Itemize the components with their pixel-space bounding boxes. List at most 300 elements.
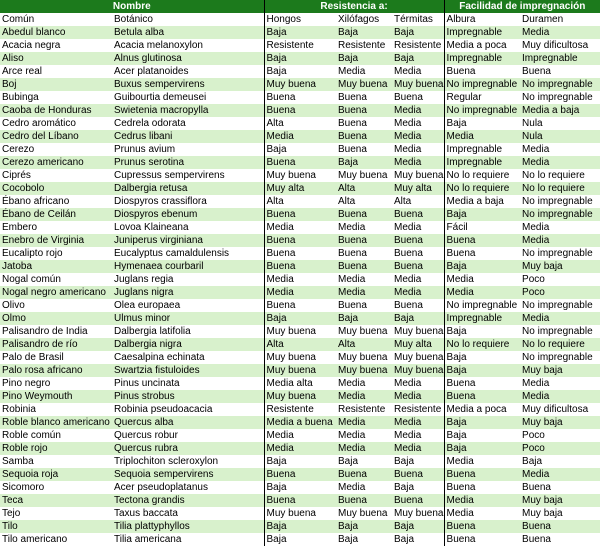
cell-albura: No impregnable <box>444 78 520 91</box>
cell-botanico: Eucalyptus camaldulensis <box>112 247 264 260</box>
cell-duramen: Poco <box>520 286 600 299</box>
cell-comun: Samba <box>0 455 112 468</box>
col-header-botanico: Botánico <box>112 13 264 26</box>
cell-botanico: Taxus baccata <box>112 507 264 520</box>
cell-xilofagos: Buena <box>336 104 392 117</box>
cell-albura: Media <box>444 130 520 143</box>
cell-albura: Impregnable <box>444 26 520 39</box>
cell-albura: Impregnable <box>444 156 520 169</box>
cell-hongos: Media <box>264 130 336 143</box>
table-row <box>0 156 600 169</box>
cell-termitas: Resistente <box>392 39 444 52</box>
cell-comun: Sequoia roja <box>0 468 112 481</box>
cell-botanico: Juglans nigra <box>112 286 264 299</box>
table-row <box>0 351 600 364</box>
cell-xilofagos: Buena <box>336 117 392 130</box>
cell-xilofagos: Media <box>336 286 392 299</box>
cell-termitas: Media <box>392 416 444 429</box>
cell-botanico: Sequoia sempervirens <box>112 468 264 481</box>
col-header-comun: Común <box>0 13 112 26</box>
cell-comun: Tejo <box>0 507 112 520</box>
cell-hongos: Baja <box>264 533 336 546</box>
cell-albura: Buena <box>444 65 520 78</box>
cell-comun: Arce real <box>0 65 112 78</box>
cell-albura: Regular <box>444 91 520 104</box>
cell-hongos: Muy buena <box>264 390 336 403</box>
cell-botanico: Lovoa Klaineana <box>112 221 264 234</box>
cell-albura: No lo requiere <box>444 338 520 351</box>
cell-termitas: Media <box>392 442 444 455</box>
cell-hongos: Media <box>264 429 336 442</box>
cell-comun: Cedro del Líbano <box>0 130 112 143</box>
cell-duramen: Media <box>520 156 600 169</box>
cell-albura: No impregnable <box>444 299 520 312</box>
cell-duramen: Buena <box>520 533 600 546</box>
cell-termitas: Muy alta <box>392 338 444 351</box>
cell-comun: Palo rosa africano <box>0 364 112 377</box>
cell-xilofagos: Buena <box>336 91 392 104</box>
cell-xilofagos: Muy buena <box>336 351 392 364</box>
cell-termitas: Muy buena <box>394 508 444 519</box>
cell-xilofagos: Baja <box>336 533 392 546</box>
cell-comun: Tilo <box>0 520 112 533</box>
cell-albura: Baja <box>444 117 520 130</box>
cell-comun: Nogal negro americano <box>0 286 112 299</box>
col-header-hongos: Hongos <box>264 13 336 26</box>
cell-comun: Ciprés <box>0 169 112 182</box>
cell-duramen: Muy dificultosa <box>520 403 600 416</box>
cell-albura: Baja <box>444 260 520 273</box>
cell-duramen: No lo requiere <box>520 182 600 195</box>
cell-xilofagos: Baja <box>336 455 392 468</box>
cell-albura: Baja <box>444 416 520 429</box>
cell-duramen: Impregnable <box>520 52 600 65</box>
cell-botanico: Guibourtia demeusei <box>112 91 264 104</box>
cell-xilofagos: Media <box>336 377 392 390</box>
cell-botanico: Olea europaea <box>112 299 264 312</box>
cell-comun: Enebro de Virginia <box>0 234 112 247</box>
cell-comun: Bubinga <box>0 91 112 104</box>
cell-botanico: Alnus glutinosa <box>112 52 264 65</box>
cell-botanico: Robinia pseudoacacia <box>112 403 264 416</box>
cell-termitas: Media <box>392 286 444 299</box>
cell-termitas: Muy buena <box>394 326 444 337</box>
table-row <box>0 260 600 273</box>
cell-duramen: Baja <box>520 455 600 468</box>
cell-albura: Buena <box>444 234 520 247</box>
header-resistencia: Resistencia a: <box>264 0 444 13</box>
cell-comun: Abedul blanco <box>0 26 112 39</box>
cell-hongos: Muy buena <box>264 169 336 182</box>
table-row <box>0 299 600 312</box>
cell-xilofagos: Media <box>336 221 392 234</box>
cell-albura: No lo requiere <box>444 182 520 195</box>
cell-xilofagos: Media <box>336 65 392 78</box>
cell-termitas: Media <box>392 143 444 156</box>
header-nombre: Nombre <box>0 0 264 13</box>
cell-hongos: Resistente <box>264 39 336 52</box>
cell-xilofagos: Buena <box>336 130 392 143</box>
cell-duramen: No impregnable <box>520 299 600 312</box>
table-row <box>0 455 600 468</box>
cell-hongos: Media <box>264 442 336 455</box>
cell-xilofagos: Media <box>336 390 392 403</box>
cell-hongos: Media <box>264 221 336 234</box>
cell-albura: Buena <box>444 377 520 390</box>
table-row <box>0 52 600 65</box>
cell-termitas: Media <box>392 156 444 169</box>
cell-botanico: Acer pseudoplatanus <box>112 481 264 494</box>
cell-botanico: Prunus avium <box>112 143 264 156</box>
table-row <box>0 65 600 78</box>
cell-botanico: Caesalpina echinata <box>112 351 264 364</box>
cell-botanico: Quercus alba <box>112 416 264 429</box>
table-row <box>0 91 600 104</box>
cell-duramen: No lo requiere <box>520 169 600 182</box>
cell-hongos: Media <box>264 286 336 299</box>
cell-termitas: Media <box>392 104 444 117</box>
table-row <box>0 208 600 221</box>
cell-xilofagos: Buena <box>336 299 392 312</box>
cell-duramen: Muy baja <box>520 494 600 507</box>
cell-comun: Pino negro <box>0 377 112 390</box>
cell-xilofagos: Muy buena <box>336 78 392 91</box>
table-row <box>0 533 600 546</box>
cell-botanico: Prunus serotina <box>112 156 264 169</box>
cell-xilofagos: Baja <box>336 156 392 169</box>
cell-botanico: Dalbergia latifolia <box>112 325 264 338</box>
cell-comun: Ébano africano <box>0 195 112 208</box>
cell-xilofagos: Resistente <box>336 403 392 416</box>
cell-botanico: Swartzia fistuloides <box>112 364 264 377</box>
cell-hongos: Media <box>264 273 336 286</box>
cell-albura: Buena <box>444 481 520 494</box>
cell-albura: Baja <box>444 429 520 442</box>
cell-comun: Acacia negra <box>0 39 112 52</box>
cell-botanico: Tectona grandis <box>112 494 264 507</box>
table-row <box>0 104 600 117</box>
cell-botanico: Hymenaea courbaril <box>112 260 264 273</box>
cell-hongos: Baja <box>264 143 336 156</box>
cell-hongos: Buena <box>264 247 336 260</box>
cell-hongos: Baja <box>264 481 336 494</box>
cell-duramen: Media <box>520 312 600 325</box>
cell-botanico: Cedrus libani <box>112 130 264 143</box>
cell-xilofagos: Buena <box>336 260 392 273</box>
cell-duramen: Media <box>520 468 600 481</box>
cell-xilofagos: Baja <box>336 312 392 325</box>
cell-xilofagos: Buena <box>336 234 392 247</box>
col-header-xilofagos: Xilófagos <box>336 13 392 26</box>
cell-xilofagos: Baja <box>336 520 392 533</box>
cell-termitas: Media <box>392 429 444 442</box>
col-header-termitas: Térmitas <box>392 13 444 26</box>
cell-botanico: Dalbergia nigra <box>112 338 264 351</box>
cell-botanico: Cupressus sempervirens <box>112 169 264 182</box>
cell-xilofagos: Muy buena <box>336 325 392 338</box>
cell-botanico: Betula alba <box>112 26 264 39</box>
cell-botanico: Tilia plattyphyllos <box>112 520 264 533</box>
cell-xilofagos: Media <box>336 442 392 455</box>
table-row <box>0 338 600 351</box>
table-row <box>0 377 600 390</box>
cell-botanico: Acacia melanoxylon <box>112 39 264 52</box>
cell-hongos: Baja <box>264 65 336 78</box>
cell-albura: Baja <box>444 208 520 221</box>
header-impregnacion: Facilidad de impregnación <box>444 0 600 13</box>
cell-duramen: No impregnable <box>520 195 600 208</box>
cell-hongos: Muy alta <box>264 182 336 195</box>
cell-duramen: Buena <box>520 520 600 533</box>
cell-hongos: Baja <box>264 455 336 468</box>
cell-comun: Cerezo <box>0 143 112 156</box>
cell-botanico: Quercus rubra <box>112 442 264 455</box>
cell-comun: Ébano de Ceilán <box>0 208 112 221</box>
cell-botanico: Quercus robur <box>112 429 264 442</box>
cell-termitas: Baja <box>392 26 444 39</box>
cell-duramen: No impregnable <box>520 91 600 104</box>
cell-xilofagos: Baja <box>336 26 392 39</box>
table-row <box>0 39 600 52</box>
cell-termitas: Buena <box>392 260 444 273</box>
cell-hongos: Muy buena <box>264 78 336 91</box>
col-header-duramen: Duramen <box>520 13 600 26</box>
cell-albura: Buena <box>444 533 520 546</box>
cell-termitas: Media <box>392 377 444 390</box>
cell-xilofagos: Media <box>336 429 392 442</box>
table-row <box>0 403 600 416</box>
table-row <box>0 221 600 234</box>
cell-termitas: Baja <box>392 481 444 494</box>
cell-duramen: Media a baja <box>520 104 600 117</box>
cell-albura: Impregnable <box>444 143 520 156</box>
table-row <box>0 286 600 299</box>
cell-comun: Olmo <box>0 312 112 325</box>
cell-comun: Olivo <box>0 299 112 312</box>
table-row <box>0 364 600 377</box>
cell-termitas: Muy buena <box>394 352 444 363</box>
cell-duramen: Media <box>520 390 600 403</box>
cell-duramen: Buena <box>520 65 600 78</box>
cell-albura: Media a baja <box>444 195 520 208</box>
cell-xilofagos: Media <box>336 273 392 286</box>
table-row <box>0 78 600 91</box>
cell-hongos: Baja <box>264 26 336 39</box>
cell-hongos: Alta <box>264 338 336 351</box>
cell-comun: Sicomoro <box>0 481 112 494</box>
cell-albura: Buena <box>444 247 520 260</box>
cell-botanico: Ulmus minor <box>112 312 264 325</box>
cell-duramen: Nula <box>520 117 600 130</box>
cell-hongos: Buena <box>264 156 336 169</box>
table-row <box>0 312 600 325</box>
cell-duramen: Buena <box>520 481 600 494</box>
table-row <box>0 195 600 208</box>
cell-botanico: Buxus sempervirens <box>112 78 264 91</box>
table-row <box>0 520 600 533</box>
cell-comun: Eucalipto rojo <box>0 247 112 260</box>
cell-botanico: Cedrela odorata <box>112 117 264 130</box>
cell-termitas: Media <box>392 273 444 286</box>
cell-hongos: Muy buena <box>264 364 336 377</box>
group-header-row <box>0 0 600 13</box>
table-row <box>0 507 600 520</box>
cell-albura: Impregnable <box>444 312 520 325</box>
cell-duramen: Media <box>520 377 600 390</box>
cell-comun: Roble rojo <box>0 442 112 455</box>
column-header-row <box>0 13 600 26</box>
cell-termitas: Buena <box>392 468 444 481</box>
cell-botanico: Acer platanoides <box>112 65 264 78</box>
cell-botanico: Diospyros ebenum <box>112 208 264 221</box>
cell-duramen: No impregnable <box>520 247 600 260</box>
cell-albura: Buena <box>444 520 520 533</box>
cell-duramen: Poco <box>520 273 600 286</box>
cell-albura: Media <box>444 273 520 286</box>
cell-botanico: Dalbergia retusa <box>112 182 264 195</box>
cell-hongos: Alta <box>264 195 336 208</box>
cell-duramen: No impregnable <box>520 78 600 91</box>
cell-duramen: No impregnable <box>520 208 600 221</box>
cell-xilofagos: Buena <box>336 468 392 481</box>
cell-duramen: Muy baja <box>520 364 600 377</box>
cell-duramen: Muy dificultosa <box>520 39 600 52</box>
table-row <box>0 273 600 286</box>
cell-termitas: Buena <box>392 247 444 260</box>
cell-duramen: Media <box>520 143 600 156</box>
cell-comun: Jatoba <box>0 260 112 273</box>
cell-hongos: Buena <box>264 299 336 312</box>
cell-botanico: Triplochiton scleroxylon <box>112 455 264 468</box>
table-row <box>0 169 600 182</box>
cell-albura: Media <box>444 455 520 468</box>
cell-comun: Aliso <box>0 52 112 65</box>
cell-xilofagos: Muy buena <box>336 364 392 377</box>
cell-hongos: Muy buena <box>264 351 336 364</box>
cell-duramen: Muy baja <box>520 416 600 429</box>
cell-xilofagos: Buena <box>336 208 392 221</box>
table-row <box>0 390 600 403</box>
cell-xilofagos: Resistente <box>336 39 392 52</box>
cell-xilofagos: Baja <box>336 52 392 65</box>
cell-hongos: Muy buena <box>264 507 336 520</box>
cell-comun: Embero <box>0 221 112 234</box>
table-row <box>0 234 600 247</box>
cell-duramen: Poco <box>520 429 600 442</box>
cell-comun: Cerezo americano <box>0 156 112 169</box>
cell-comun: Teca <box>0 494 112 507</box>
cell-termitas: Resistente <box>392 403 444 416</box>
cell-xilofagos: Buena <box>336 494 392 507</box>
cell-botanico: Juniperus virginiana <box>112 234 264 247</box>
cell-hongos: Buena <box>264 104 336 117</box>
cell-termitas: Baja <box>392 455 444 468</box>
cell-hongos: Buena <box>264 234 336 247</box>
cell-hongos: Buena <box>264 208 336 221</box>
cell-termitas: Media <box>392 390 444 403</box>
table-row <box>0 325 600 338</box>
cell-albura: Buena <box>444 390 520 403</box>
cell-duramen: No impregnable <box>520 325 600 338</box>
cell-termitas: Alta <box>392 195 444 208</box>
cell-comun: Palisandro de India <box>0 325 112 338</box>
table-row <box>0 481 600 494</box>
cell-albura: No lo requiere <box>444 169 520 182</box>
cell-duramen: Media <box>520 221 600 234</box>
cell-hongos: Resistente <box>264 403 336 416</box>
cell-hongos: Baja <box>264 520 336 533</box>
cell-albura: Media <box>444 507 520 520</box>
table-row <box>0 117 600 130</box>
cell-hongos: Muy buena <box>264 325 336 338</box>
table-row <box>0 130 600 143</box>
cell-termitas: Buena <box>392 299 444 312</box>
cell-termitas: Baja <box>392 52 444 65</box>
cell-duramen: No lo requiere <box>520 338 600 351</box>
cell-albura: No impregnable <box>444 104 520 117</box>
cell-duramen: Muy baja <box>520 260 600 273</box>
cell-xilofagos: Alta <box>336 195 392 208</box>
cell-xilofagos: Muy buena <box>336 507 392 520</box>
cell-hongos: Alta <box>264 117 336 130</box>
cell-duramen: Nula <box>520 130 600 143</box>
cell-botanico: Pinus uncinata <box>112 377 264 390</box>
cell-albura: Media <box>444 494 520 507</box>
cell-termitas: Baja <box>392 520 444 533</box>
cell-comun: Caoba de Honduras <box>0 104 112 117</box>
cell-termitas: Buena <box>392 234 444 247</box>
cell-comun: Roble común <box>0 429 112 442</box>
cell-albura: Impregnable <box>444 52 520 65</box>
table-row <box>0 247 600 260</box>
cell-botanico: Swietenia macropylla <box>112 104 264 117</box>
cell-duramen: Media <box>520 26 600 39</box>
table-row <box>0 26 600 39</box>
cell-xilofagos: Media <box>336 416 392 429</box>
cell-hongos: Media a buena <box>264 416 336 429</box>
cell-duramen: Muy baja <box>520 507 600 520</box>
cell-comun: Palisandro de río <box>0 338 112 351</box>
cell-hongos: Buena <box>264 91 336 104</box>
cell-botanico: Diospyros crassiflora <box>112 195 264 208</box>
table-row <box>0 143 600 156</box>
cell-botanico: Tilia americana <box>112 533 264 546</box>
cell-xilofagos: Buena <box>336 143 392 156</box>
cell-termitas: Media <box>392 221 444 234</box>
cell-comun: Robinia <box>0 403 112 416</box>
cell-comun: Palo de Brasil <box>0 351 112 364</box>
cell-xilofagos: Media <box>336 481 392 494</box>
cell-termitas: Buena <box>392 494 444 507</box>
cell-comun: Pino Weymouth <box>0 390 112 403</box>
cell-duramen: Media <box>520 234 600 247</box>
cell-comun: Cocobolo <box>0 182 112 195</box>
cell-botanico: Juglans regia <box>112 273 264 286</box>
cell-xilofagos: Alta <box>336 338 392 351</box>
cell-duramen: Poco <box>520 442 600 455</box>
cell-hongos: Baja <box>264 312 336 325</box>
cell-duramen: No impregnable <box>520 351 600 364</box>
cell-comun: Boj <box>0 78 112 91</box>
table-row <box>0 416 600 429</box>
cell-termitas: Muy buena <box>394 170 444 181</box>
cell-comun: Roble blanco americano <box>0 416 112 429</box>
cell-termitas: Baja <box>392 312 444 325</box>
cell-albura: Fácil <box>444 221 520 234</box>
cell-termitas: Muy buena <box>394 365 444 376</box>
cell-termitas: Baja <box>392 533 444 546</box>
table-body <box>0 26 600 546</box>
